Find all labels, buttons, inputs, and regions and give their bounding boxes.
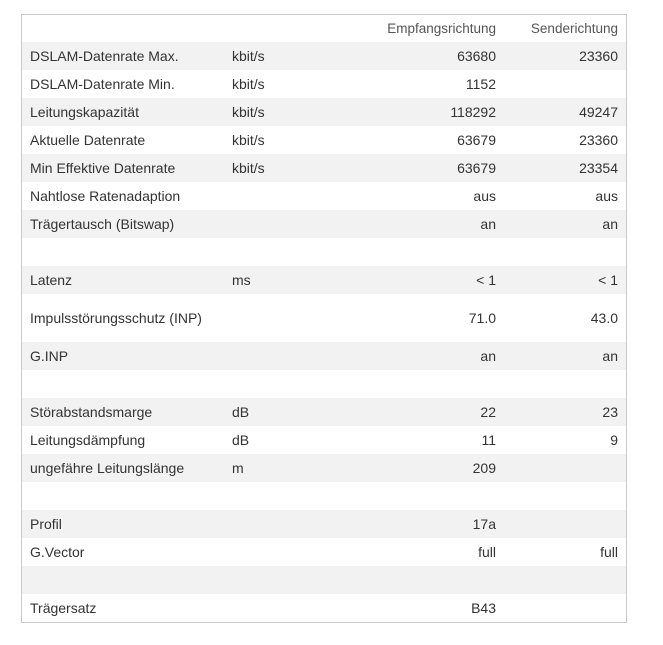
row-label: ungefähre Leitungslänge — [30, 459, 185, 476]
spacer-row — [22, 482, 626, 510]
dsl-spectrum-table — [22, 15, 626, 622]
row-upstream-value: 23360 — [579, 131, 618, 148]
row-downstream-value: 63680 — [457, 47, 496, 64]
row-unit: kbit/s — [232, 75, 265, 92]
row-downstream-value: an — [480, 347, 496, 364]
table-row — [22, 98, 626, 126]
table-row — [22, 70, 626, 98]
table-row — [22, 266, 626, 294]
row-unit — [224, 294, 340, 342]
dsl-info-panel — [21, 14, 627, 623]
header-unit — [224, 15, 340, 42]
row-label: DSLAM-Datenrate Min. — [30, 75, 175, 92]
row-unit — [224, 370, 340, 398]
row-label — [22, 370, 224, 398]
spacer-row — [22, 566, 626, 594]
header-label — [22, 15, 224, 42]
header-downstream: Empfangsrichtung — [340, 15, 504, 42]
row-unit: kbit/s — [232, 159, 265, 176]
row-upstream-value — [504, 454, 626, 482]
row-unit: ms — [232, 271, 251, 288]
table-row — [22, 42, 626, 70]
row-unit — [224, 210, 340, 238]
row-downstream-value — [340, 238, 504, 266]
row-label: Störabstandsmarge — [30, 403, 153, 420]
row-downstream-value: 209 — [472, 459, 496, 476]
row-downstream-value: B43 — [471, 599, 496, 616]
row-upstream-value — [504, 238, 626, 266]
spacer-row — [22, 238, 626, 266]
row-unit: dB — [232, 431, 250, 448]
row-upstream-value — [504, 594, 626, 622]
row-upstream-value: an — [602, 347, 618, 364]
row-downstream-value: 17a — [472, 515, 496, 532]
row-downstream-value: aus — [473, 187, 496, 204]
row-upstream-value: full — [600, 543, 618, 560]
row-downstream-value: 118292 — [450, 103, 496, 120]
row-unit — [224, 238, 340, 266]
table-row — [22, 510, 626, 538]
table-row — [22, 342, 626, 370]
row-downstream-value: 1152 — [465, 75, 496, 92]
row-unit: kbit/s — [232, 131, 265, 148]
row-label: DSLAM-Datenrate Max. — [30, 47, 179, 64]
row-upstream-value: 23354 — [579, 159, 618, 176]
row-upstream-value: aus — [595, 187, 618, 204]
row-upstream-value — [504, 510, 626, 538]
row-unit: kbit/s — [232, 47, 265, 64]
table-row — [22, 210, 626, 238]
table-row — [22, 182, 626, 210]
row-downstream-value — [340, 482, 504, 510]
row-downstream-value: 63679 — [457, 159, 496, 176]
row-upstream-value: 49247 — [579, 103, 618, 120]
row-unit — [224, 594, 340, 622]
row-label: Aktuelle Datenrate — [30, 131, 146, 148]
row-label: Trägersatz — [30, 599, 97, 616]
table-row — [22, 126, 626, 154]
header-upstream: Senderichtung — [504, 15, 626, 42]
row-upstream-value: 43.0 — [590, 309, 618, 326]
row-downstream-value: 71.0 — [468, 309, 496, 326]
row-label: G.INP — [30, 347, 69, 364]
row-label — [22, 238, 224, 266]
row-unit — [224, 182, 340, 210]
table-row — [22, 426, 626, 454]
row-label: Min Effektive Datenrate — [30, 159, 176, 176]
row-unit — [224, 482, 340, 510]
row-upstream-value — [504, 70, 626, 98]
row-upstream-value — [504, 566, 626, 594]
row-downstream-value: 63679 — [457, 131, 496, 148]
row-unit: kbit/s — [232, 103, 265, 120]
row-label: Impulsstörungsschutz (INP) — [30, 309, 202, 326]
row-upstream-value — [504, 482, 626, 510]
row-upstream-value: 23 — [602, 403, 618, 420]
row-label: Leitungsdämpfung — [30, 431, 146, 448]
table-row — [22, 154, 626, 182]
row-label: Latenz — [30, 271, 73, 288]
row-label: G.Vector — [30, 543, 85, 560]
row-unit — [224, 510, 340, 538]
row-upstream-value: 23360 — [579, 47, 618, 64]
table-row — [22, 594, 626, 622]
row-unit — [224, 342, 340, 370]
row-label — [22, 566, 224, 594]
table-header-row — [22, 15, 626, 42]
table-row — [22, 454, 626, 482]
row-unit: m — [232, 459, 244, 476]
row-unit: dB — [232, 403, 250, 420]
row-label: Leitungskapazität — [30, 103, 139, 120]
row-upstream-value: 9 — [610, 431, 618, 448]
row-downstream-value: 11 — [481, 431, 496, 448]
table-row — [22, 398, 626, 426]
table-row — [22, 294, 626, 342]
row-downstream-value: full — [478, 543, 496, 560]
row-label: Profil — [30, 515, 62, 532]
table-row — [22, 538, 626, 566]
row-upstream-value: < 1 — [598, 271, 618, 288]
row-upstream-value: an — [602, 215, 618, 232]
row-downstream-value: 22 — [480, 403, 496, 420]
row-label: Trägertausch (Bitswap) — [30, 215, 175, 232]
row-label — [22, 482, 224, 510]
spacer-row — [22, 370, 626, 398]
row-downstream-value: < 1 — [476, 271, 496, 288]
row-unit — [224, 538, 340, 566]
row-downstream-value — [340, 370, 504, 398]
row-label: Nahtlose Ratenadaption — [30, 187, 181, 204]
row-downstream-value: an — [480, 215, 496, 232]
row-downstream-value — [340, 566, 504, 594]
row-unit — [224, 566, 340, 594]
row-upstream-value — [504, 370, 626, 398]
